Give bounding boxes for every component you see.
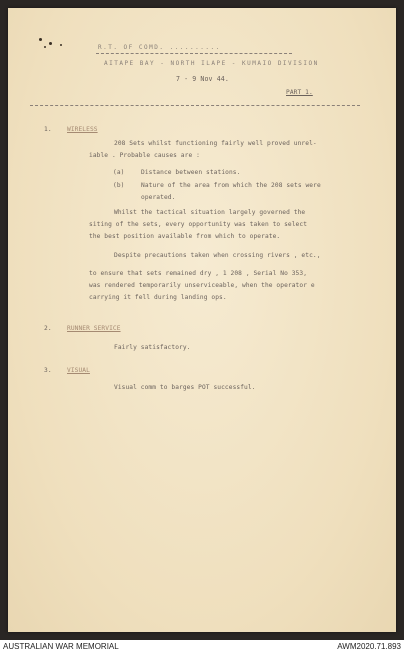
paragraph-line: siting of the sets, every opportunity was taken to select xyxy=(89,221,308,228)
list-item-text: Distance between stations. xyxy=(141,169,241,176)
section-heading-runner-service: RUNNER SERVICE xyxy=(67,325,121,332)
paragraph-line: Despite precautions taken when crossing rivers , etc., xyxy=(114,252,321,259)
punch-mark xyxy=(39,38,42,41)
paragraph-line: Whilst the tactical situation largely governed the xyxy=(114,209,306,216)
section-heading-visual: VISUAL xyxy=(67,367,90,374)
section-number: 1. xyxy=(44,126,52,133)
punch-mark xyxy=(60,44,62,46)
list-item-label: (b) xyxy=(113,182,125,189)
paragraph-line: the best position available from which to operate. xyxy=(89,233,281,240)
paragraph-line: to ensure that sets remained dry , 1 208 , Serial No 353, xyxy=(89,270,308,277)
list-item-text: operated. xyxy=(141,194,176,201)
section-number: 3. xyxy=(44,367,52,374)
part-label: PART 1. xyxy=(286,89,313,96)
section-heading-wireless: WIRELESS xyxy=(67,126,98,133)
document-page xyxy=(8,8,396,632)
report-header: R.T. OF COMD. .......... xyxy=(98,44,221,51)
footer-accession-number: AWM2020.71.893 xyxy=(337,642,401,651)
paragraph-line: was rendered temporarily unserviceable, when the operator e xyxy=(89,282,315,289)
paragraph-line: 208 Sets whilst functioning fairly well proved unrel- xyxy=(114,140,317,147)
paragraph-line: carrying it fell during landing ops. xyxy=(89,294,227,301)
header-rule xyxy=(96,53,292,54)
paragraph-line: iable . Probable causes are : xyxy=(89,152,200,159)
section-number: 2. xyxy=(44,325,52,332)
paragraph-line: Fairly satisfactory. xyxy=(114,344,191,351)
operation-title: AITAPE BAY - NORTH ILAPE - KUMAIO DIVISION xyxy=(104,60,319,67)
punch-mark xyxy=(44,46,46,48)
list-item-label: (a) xyxy=(113,169,125,176)
report-dates: 7 - 9 Nov 44. xyxy=(176,75,229,83)
list-item-text: Nature of the area from which the 208 sets were xyxy=(141,182,321,189)
punch-mark xyxy=(49,42,52,45)
separator-rule xyxy=(30,105,360,106)
paragraph-line: Visual comm to barges POT successful. xyxy=(114,384,256,391)
footer-institution: AUSTRALIAN WAR MEMORIAL xyxy=(3,642,119,651)
